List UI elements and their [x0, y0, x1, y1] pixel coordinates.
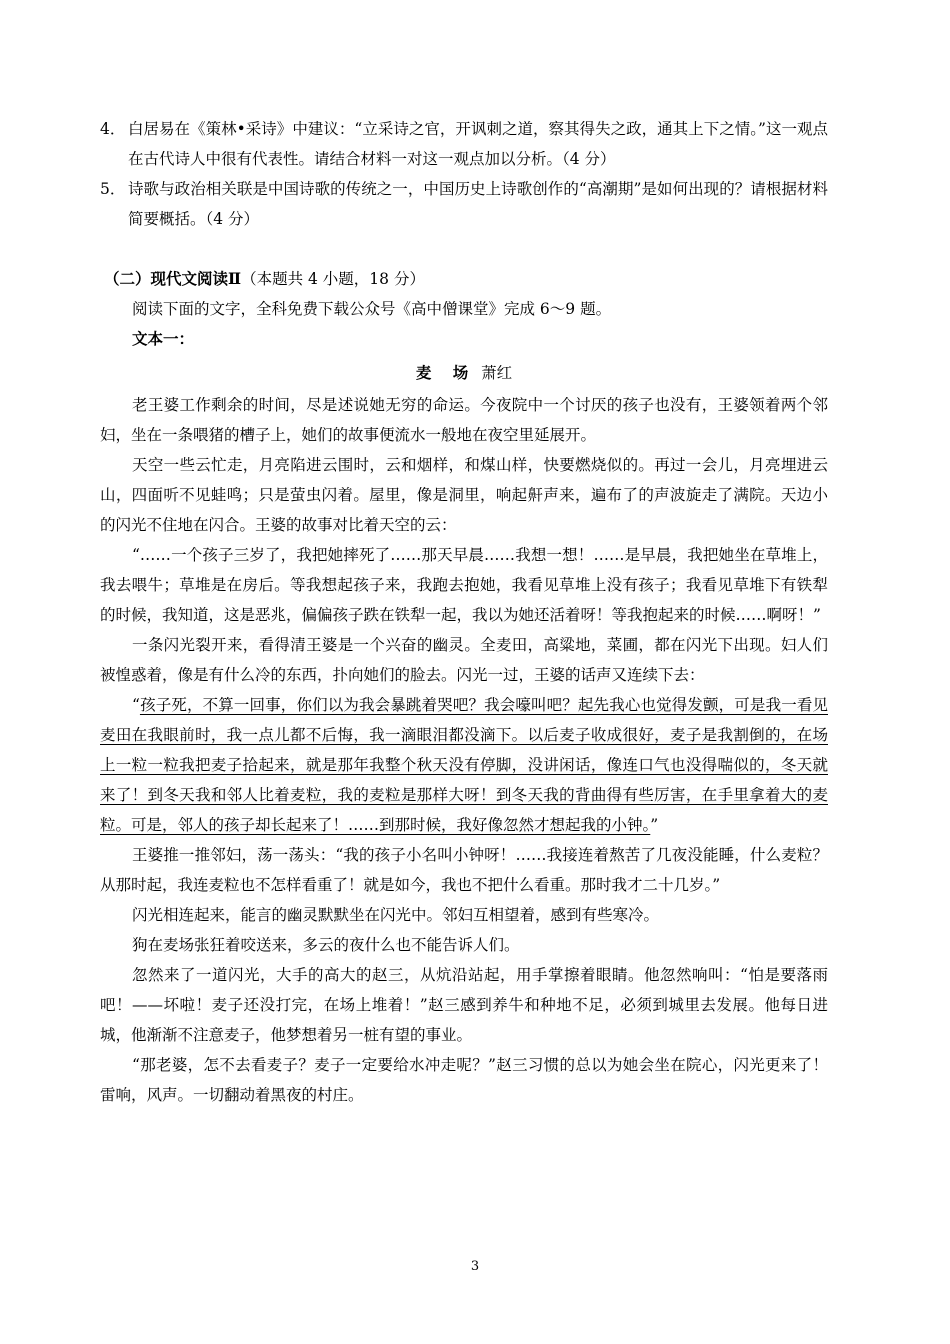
- question-4: [100, 114, 828, 174]
- article-paragraph-underlined: [100, 690, 828, 840]
- article-paragraph: “……一个孩子三岁了，我把她摔死了……那天早晨……我想一想！……是早晨，我把她坐在草堆上，我去喂牛；草堆是在房后。等我想起孩子来，我跑去抱她，我看见草堆上没有孩子；我看见草堆下有铁犁的时候，我知道，这是恶兆，偏偏孩子跌在铁犁一起，我以为她还活着呀！等我抱起来的时候……啊呀！”: [100, 546, 828, 624]
- article-paragraph: 忽然来了一道闪光，大手的高大的赵三，从炕沿站起，用手掌擦着眼睛。他忽然响叫：“怕是要落雨吧！——坏啦！麦子还没打完，在场上堆着！”赵三感到养牛和种地不足，必须到城里去发展。他每日进城，他渐渐不注意麦子，他梦想着另一桩有望的事业。: [100, 966, 828, 1044]
- page-content: [100, 114, 828, 1110]
- section-instruction: 阅读下面的文字，全科免费下载公众号《高中僧课堂》完成 6～9 题。: [132, 300, 612, 318]
- article-title: 麦 场: [415, 363, 477, 382]
- text-label: 文本一：: [132, 329, 195, 348]
- section-title: （二）现代文阅读Ⅱ: [104, 269, 242, 288]
- quote-close: ”: [650, 816, 659, 834]
- article-paragraph: 闪光相连起来，能言的幽灵默默坐在闪光中。邻妇互相望着，感到有些寒冷。: [132, 906, 660, 924]
- question-text: 白居易在《策林•采诗》中建议：“立采诗之官，开讽刺之道，察其得失之政，通其上下之情。”这一观点在古代诗人中很有代表性。请结合材料一对这一观点加以分析。（4 分）: [128, 120, 828, 168]
- question-number: 5．: [100, 180, 126, 198]
- quote-open: “: [132, 696, 140, 714]
- question-text: 诗歌与政治相关联是中国诗歌的传统之一，中国历史上诗歌创作的“高潮期”是如何出现的？请根据材料简要概括。（4 分）: [128, 180, 828, 228]
- section-note: （本题共 4 小题，18 分）: [241, 270, 425, 288]
- article-heading: [100, 358, 828, 388]
- article-paragraph: “那老婆，怎不去看麦子？麦子一定要给水冲走呢？”赵三习惯的总以为她会坐在院心，闪光更来了！雷响，风声。一切翻动着黑夜的村庄。: [100, 1056, 828, 1104]
- article-paragraph: 狗在麦场张狂着咬送来，多云的夜什么也不能告诉人们。: [132, 936, 520, 954]
- question-number: 4．: [100, 120, 126, 138]
- section-heading: [104, 264, 828, 294]
- page-number: 3: [470, 1259, 480, 1274]
- article-author: 萧红: [481, 364, 513, 382]
- article-paragraph: 一条闪光裂开来，看得清王婆是一个兴奋的幽灵。全麦田，高粱地，菜圃，都在闪光下出现。妇人们被惶惑着，像是有什么冷的东西，扑向她们的脸去。闪光一过，王婆的话声又连续下去：: [100, 636, 828, 684]
- question-5: [100, 174, 828, 234]
- article-paragraph: 老王婆工作剩余的时间，尽是述说她无穷的命运。今夜院中一个讨厌的孩子也没有，王婆领着两个邻妇，坐在一条喂猪的槽子上，她们的故事便流水一般地在夜空里延展开。: [100, 396, 828, 444]
- article-paragraph: 王婆推一推邻妇，荡一荡头：“我的孩子小名叫小钟呀！……我接连着熬苦了几夜没能睡，什么麦粒？从那时起，我连麦粒也不怎样看重了！就是如今，我也不把什么看重。那时我才二十几岁。”: [100, 846, 828, 894]
- article-paragraph: 天空一些云忙走，月亮陷进云围时，云和烟样，和煤山样，快要燃烧似的。再过一会儿，月亮埋进云山，四面听不见蛙鸣；只是萤虫闪着。屋里，像是洞里，响起鼾声来，遍布了的声波旋走了满院。天边小的闪光不住地在闪合。王婆的故事对比着天空的云：: [100, 456, 828, 534]
- spacer: [100, 234, 828, 264]
- underlined-passage: 孩子死，不算一回事，你们以为我会暴跳着哭吧？我会嚎叫吧？起先我心也觉得发颤，可是我一看见麦田在我眼前时，我一点儿都不后悔，我一滴眼泪都没滴下。以后麦子收成很好，麦子是我割倒的，在场上一粒一粒我把麦子拾起来，就是那年我整个秋天没有停脚，没讲闲话，像连口气也没得喘似的，冬天就来了！到冬天我和邻人比着麦粒，我的麦粒是那样大呀！到冬天我的背曲得有些厉害，在手里拿着大的麦粒。可是，邻人的孩子却长起来了！……到那时候，我好像忽然才想起我的小钟。: [100, 696, 828, 834]
